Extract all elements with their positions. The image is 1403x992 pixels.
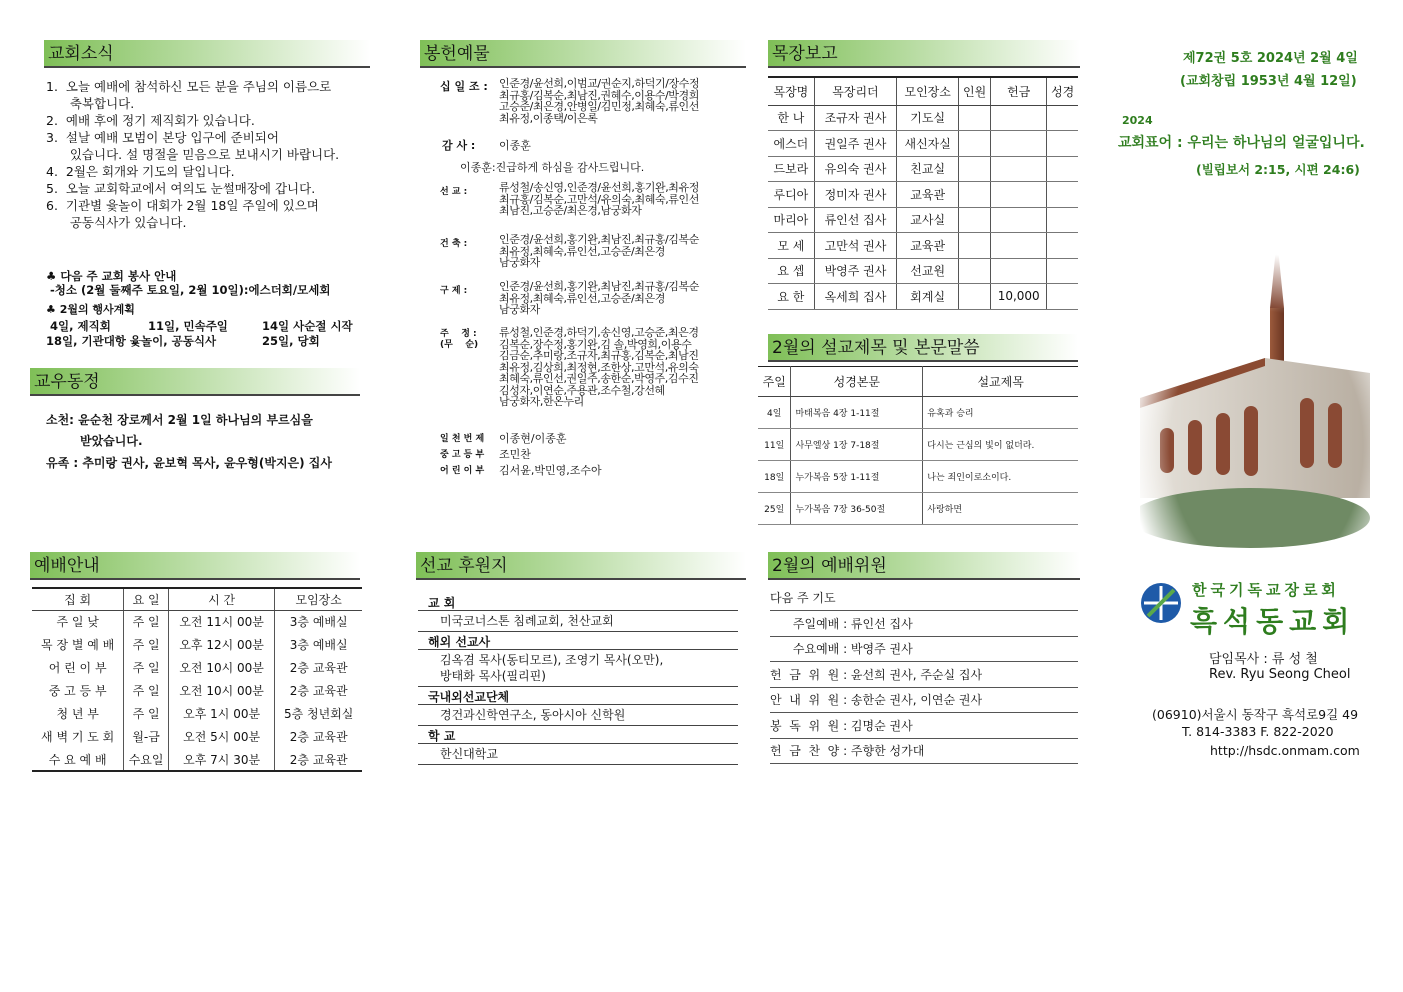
- table-cell: 오전 5시 00분: [168, 725, 275, 748]
- table-cell: 류인선 집사: [814, 207, 896, 233]
- news-item: 4. 2월은 회개와 기도의 달입니다.: [46, 164, 235, 179]
- mission-group-body: 경건과신학연구소, 동아시아 신학원: [440, 708, 626, 722]
- table-cell: 2층 교육관: [275, 656, 362, 679]
- offering-name-line: 남궁화자,한온누리: [499, 395, 584, 408]
- table-row: [758, 461, 1078, 493]
- table-row: [768, 131, 1078, 157]
- table-header: 주일: [758, 367, 791, 397]
- thanks-name: 이종훈: [499, 139, 531, 152]
- offering-name-line: 최규홍/김복순,고만석/유의숙,최혜숙,류인선: [499, 192, 699, 206]
- table-cell: 선교원: [897, 258, 959, 284]
- offering-name-line: 최남진,고승준/최은경,남궁화자: [499, 204, 642, 217]
- offering-name-line: 남궁화자: [499, 303, 540, 316]
- table-header: 성경: [1047, 77, 1078, 105]
- table-cell: 오전 10시 00분: [168, 656, 275, 679]
- news-item: 축복합니다.: [46, 96, 135, 111]
- report-table: [768, 76, 1078, 310]
- motto-reference: (빌립보서 2:15, 시편 24:6): [1196, 162, 1360, 177]
- sub-offering-value: 조민찬: [499, 448, 531, 461]
- duty-row: 헌 금 위 원 : 윤선희 권사, 주순실 집사: [770, 663, 1078, 688]
- offering-name-line: 김금순,추미랑,조규자,최규홍,김복순,최남진: [499, 349, 699, 362]
- table-row: [32, 725, 362, 748]
- table-cell: [1047, 258, 1078, 284]
- table-header: 시 간: [168, 588, 275, 610]
- table-cell: [990, 258, 1046, 284]
- event-item: 18일, 기관대항 윷놀이, 공동식사: [46, 334, 217, 348]
- offering-name-line: 고승준/최은경,안병일/김민정,최혜숙,류인선: [499, 100, 699, 113]
- table-cell: 월-금: [124, 725, 169, 748]
- table-cell: [1047, 207, 1078, 233]
- table-cell: [990, 131, 1046, 157]
- news-item: 2. 예배 후에 정기 제직회가 있습니다.: [46, 113, 255, 128]
- table-cell: [959, 258, 991, 284]
- sub-offering-value: 이종현/이종훈: [499, 432, 567, 445]
- worship-table: [32, 587, 362, 772]
- offering-name-line: 인준경/윤선희,홍기완,최남진,최규홍/김복순: [499, 280, 699, 293]
- table-row: [32, 679, 362, 702]
- table-cell: 루디아: [768, 182, 814, 208]
- table-cell: 5층 청년회실: [275, 702, 362, 725]
- table-cell: 주 일: [124, 610, 169, 633]
- table-cell: 4일: [758, 397, 791, 429]
- offering-name-line: 류성철/송신영,인준경/윤선희,홍기완,최유정: [499, 181, 699, 194]
- table-row: [32, 702, 362, 725]
- table-cell: 모 세: [768, 233, 814, 259]
- sub-offering-row: [440, 463, 602, 479]
- table-cell: 사랑하면: [923, 493, 1078, 525]
- table-cell: 오전 10시 00분: [168, 679, 275, 702]
- table-cell: 3층 예배실: [275, 633, 362, 656]
- table-header: 성경본문: [791, 367, 923, 397]
- issue-line: 제72권 5호 2024년 2월 4일: [1183, 51, 1358, 66]
- mission-divider: [418, 764, 738, 765]
- table-cell: 주 일: [124, 656, 169, 679]
- table-cell: [959, 156, 991, 182]
- sermon-table: [758, 366, 1078, 525]
- table-cell: 에스더: [768, 131, 814, 157]
- sermon-title: 2월의 설교제목 및 본문말씀: [768, 334, 1078, 362]
- mission-divider: [418, 725, 738, 726]
- table-header: 모임장소: [275, 588, 362, 610]
- table-cell: [1047, 233, 1078, 259]
- table-cell: 사무엘상 1장 7-18절: [791, 429, 923, 461]
- homepage-link[interactable]: http://hsdc.onmam.com: [1210, 743, 1360, 758]
- duty-row: 주일예배 : 류인선 집사: [770, 612, 1078, 637]
- mission-group-head: 교 회: [418, 595, 738, 611]
- offering-name-line: 인준경/윤선희,홍기완,최남진,최규홍/김복순: [499, 233, 699, 246]
- table-cell: [990, 105, 1046, 131]
- mission-group-head: 학 교: [418, 728, 738, 744]
- table-cell: 주 일: [124, 679, 169, 702]
- fellowship-title: 교우동정: [30, 368, 360, 396]
- table-row: [32, 656, 362, 679]
- table-row: [768, 156, 1078, 182]
- table-cell: 마리아: [768, 207, 814, 233]
- news-title: 교회소식: [44, 40, 370, 68]
- table-row: [768, 258, 1078, 284]
- table-header: 헌금: [990, 77, 1046, 105]
- table-cell: 청 년 부: [56, 707, 99, 721]
- table-cell: 수요일: [124, 748, 169, 771]
- weekly-label: 주 정 : (무 순): [440, 329, 479, 350]
- table-cell: 오후 7시 30분: [168, 748, 275, 771]
- news-item: 공동식사가 있습니다.: [46, 215, 187, 230]
- table-cell: 박영주 권사: [814, 258, 896, 284]
- table-cell: 새신자실: [897, 131, 959, 157]
- table-cell: 기도실: [897, 105, 959, 131]
- building-names: [499, 234, 699, 269]
- offering-name-line: 최규홍/김복순,최남진,권혜수,이용수/박경희: [499, 88, 699, 102]
- table-cell: 친교실: [897, 156, 959, 182]
- table-row: [768, 284, 1078, 310]
- table-cell: [959, 182, 991, 208]
- table-cell: 누가복음 5장 1-11절: [791, 461, 923, 493]
- table-cell: 오전 11시 00분: [168, 610, 275, 633]
- sub-offering-label: 어 린 이 부: [440, 466, 485, 476]
- church-name: 흑석동교회: [1190, 605, 1356, 638]
- table-cell: [1047, 182, 1078, 208]
- table-cell: 교사실: [897, 207, 959, 233]
- pastor-name-en: Rev. Ryu Seong Cheol: [1209, 667, 1351, 682]
- mission-group-body: 미국코너스톤 침례교회, 천산교회: [440, 614, 614, 628]
- table-cell: 마태복음 4장 1-11절: [791, 397, 923, 429]
- offering-name-line: 최유정,최혜숙,류인선,고승준/최은경: [499, 291, 665, 305]
- news-list: [46, 78, 376, 231]
- founded-line: (교회창립 1953년 4월 12일): [1180, 74, 1357, 89]
- event-item: 14일 사순절 시작: [262, 319, 353, 333]
- tithe-names: [499, 78, 699, 124]
- weekly-names: [499, 327, 699, 408]
- church-building-image: [1140, 238, 1370, 558]
- table-cell: [990, 156, 1046, 182]
- table-cell: 한 나: [768, 105, 814, 131]
- table-header: 설교제목: [923, 367, 1078, 397]
- table-row: [32, 748, 362, 771]
- thanks-label: 감 사 :: [442, 139, 476, 152]
- table-cell: 조규자 권사: [814, 105, 896, 131]
- table-header: 집 회: [32, 588, 124, 610]
- table-cell: [1047, 105, 1078, 131]
- news-item: 있습니다. 설 명절을 믿음으로 보내시기 바랍니다.: [46, 147, 340, 162]
- table-cell: 어 린 이 부: [48, 661, 107, 675]
- table-cell: 3층 예배실: [275, 610, 362, 633]
- sub-offering-value: 김서윤,박민영,조수아: [499, 464, 602, 477]
- table-cell: 교육관: [897, 182, 959, 208]
- sub-offering-label: 일 천 번 제: [440, 434, 485, 444]
- table-cell: [990, 207, 1046, 233]
- church-logo-icon: [1140, 582, 1182, 624]
- mission-group-body: 김옥겸 목사(동티모르), 조영기 목사(오만),: [440, 653, 664, 667]
- table-cell: 주 일: [124, 702, 169, 725]
- offering-name-line: 최혜숙,류인선,권일주,송한순,박영주,김수진: [499, 372, 699, 385]
- table-cell: 중 고 등 부: [48, 684, 107, 698]
- pastor-name: 담임목사 : 류 성 철: [1209, 652, 1318, 667]
- table-row: [32, 633, 362, 656]
- sub-offering-row: [440, 431, 602, 447]
- table-header: 목장명: [768, 77, 814, 105]
- service-line: -청소 (2월 둘째주 토요일, 2월 10일):에스더회/모세회: [50, 283, 331, 297]
- mission-group-head: 국내외선교단체: [418, 689, 738, 705]
- table-cell: 10,000: [990, 284, 1046, 310]
- address: (06910)서울시 동작구 흑석로9길 49: [1152, 707, 1359, 722]
- table-cell: 주 일 낮: [56, 615, 99, 630]
- table-cell: 나는 죄인이로소이다.: [923, 461, 1078, 493]
- motto: 교회표어 : 우리는 하나님의 얼굴입니다.: [1118, 135, 1365, 151]
- motto-year: 2024: [1122, 114, 1153, 127]
- table-row: [32, 610, 362, 633]
- offering-name-line: 최유정,김상희,최정현,조한상,고만석,유의숙: [499, 360, 699, 374]
- table-cell: 11일: [758, 429, 791, 461]
- table-row: [758, 493, 1078, 525]
- table-cell: 목 장 별 예 배: [41, 638, 115, 652]
- table-cell: [1047, 131, 1078, 157]
- duty-row: 수요예배 : 박영주 권사: [770, 637, 1078, 662]
- table-cell: 유혹과 승리: [923, 397, 1078, 429]
- table-cell: 정미자 권사: [814, 182, 896, 208]
- table-cell: 18일: [758, 461, 791, 493]
- table-cell: [990, 233, 1046, 259]
- table-header: 인원: [959, 77, 991, 105]
- sub-offering-row: [440, 447, 602, 463]
- building-label: 건 축 :: [440, 239, 468, 249]
- table-cell: 누가복음 7장 36-50절: [791, 493, 923, 525]
- denomination: 한국기독교장로회: [1192, 581, 1340, 599]
- table-cell: [1047, 284, 1078, 310]
- table-row: [758, 397, 1078, 429]
- offering-name-line: 인준경/윤선희,이범교/권순지,하덕기/장수정: [499, 77, 700, 90]
- table-cell: [959, 131, 991, 157]
- mission-group-body: 방태화 목사(필리핀): [440, 669, 546, 683]
- report-title: 목장보고: [768, 40, 1080, 68]
- offering-name-line: 류성철,인준경,하덕기,송신영,고승준,최은경: [499, 326, 699, 339]
- table-cell: 권일주 권사: [814, 131, 896, 157]
- table-cell: 요 셉: [768, 258, 814, 284]
- table-cell: 2층 교육관: [275, 748, 362, 771]
- service-title: ♣ 다음 주 교회 봉사 안내: [46, 269, 177, 283]
- table-cell: 드보라: [768, 156, 814, 182]
- table-header: 모인장소: [897, 77, 959, 105]
- table-cell: 오후 1시 00분: [168, 702, 275, 725]
- news-item: 5. 오늘 교회학교에서 여의도 눈썰매장에 갑니다.: [46, 181, 316, 196]
- news-item: 3. 설날 예배 모범이 본당 입구에 준비되어: [46, 130, 279, 145]
- table-cell: 오후 12시 00분: [168, 633, 275, 656]
- table-cell: 회계실: [897, 284, 959, 310]
- event-item: 25일, 당회: [262, 334, 320, 348]
- mission-group-head: 해외 선교사: [418, 634, 738, 650]
- tithe-label: 십 일 조 :: [440, 80, 488, 93]
- offering-name-line: 김복순,장수정,홍기완,김 솔,박영희,이용수: [499, 337, 692, 351]
- table-cell: 주 일: [124, 633, 169, 656]
- phone: T. 814-3383 F. 822-2020: [1182, 724, 1334, 739]
- table-header: 목장리더: [814, 77, 896, 105]
- mission-group-body: 한신대학교: [440, 747, 498, 761]
- table-row: [768, 233, 1078, 259]
- table-row: [758, 429, 1078, 461]
- mission-divider: [418, 631, 738, 632]
- offering-name-line: 김성자,이연순,주용관,조수철,강선혜: [499, 383, 665, 397]
- news-item: 1. 오늘 예배에 참석하신 모든 분을 주님의 이름으로: [46, 79, 332, 94]
- mission-label: 선 교 :: [440, 187, 468, 197]
- worship-title: 예배안내: [30, 552, 360, 580]
- thanks-note: 이종훈:진급하게 하심을 감사드립니다.: [460, 161, 645, 174]
- offering-name-line: 남궁화자: [499, 256, 540, 269]
- table-row: [768, 105, 1078, 131]
- sub-offerings: [440, 431, 602, 479]
- offering-name-line: 최유정,이종택/이은록: [499, 111, 598, 125]
- missions-title: 선교 후원지: [416, 552, 746, 580]
- offering-name-line: 최유정,최혜숙,류인선,고승준/최은경: [499, 244, 665, 258]
- table-cell: [959, 284, 991, 310]
- relief-label: 구 제 :: [440, 286, 468, 296]
- duty-row: 안 내 위 원 : 송한순 권사, 이연순 권사: [770, 688, 1078, 713]
- table-cell: [990, 182, 1046, 208]
- duty-row: 봉 독 위 원 : 김명순 권사: [770, 714, 1078, 739]
- table-cell: 2층 교육관: [275, 679, 362, 702]
- table-cell: [959, 207, 991, 233]
- table-cell: 고만석 권사: [814, 233, 896, 259]
- table-cell: 요 한: [768, 284, 814, 310]
- fellowship-line: 유족 : 추미랑 권사, 윤보혁 목사, 윤우형(박지은) 집사: [46, 456, 332, 470]
- table-cell: [959, 105, 991, 131]
- table-cell: 다시는 근심의 빛이 없더라.: [923, 429, 1078, 461]
- fellowship-line: 소천: 윤순천 장로께서 2월 1일 하나님의 부르심을: [46, 413, 313, 427]
- relief-names: [499, 281, 699, 316]
- table-cell: [1047, 156, 1078, 182]
- duties-title: 2월의 예배위원: [768, 552, 1080, 580]
- mission-names: [499, 182, 699, 217]
- table-header: 요 일: [124, 588, 169, 610]
- duty-row: 다음 주 기도: [770, 586, 1078, 611]
- table-cell: 2층 교육관: [275, 725, 362, 748]
- table-cell: 교육관: [897, 233, 959, 259]
- table-cell: 25일: [758, 493, 791, 525]
- events-title: ♣ 2월의 행사계획: [46, 303, 135, 316]
- table-row: [768, 182, 1078, 208]
- duty-row: 헌 금 찬 양 : 주향한 성가대: [770, 739, 1078, 764]
- sub-offering-label: 중 고 등 부: [440, 450, 485, 460]
- mission-divider: [418, 686, 738, 687]
- news-item: 6. 기관별 윷놀이 대회가 2월 18일 주일에 있으며: [46, 198, 319, 213]
- event-item: 4일, 제직회: [50, 319, 111, 333]
- offering-title: 봉헌예물: [420, 40, 746, 68]
- table-cell: 새 벽 기 도 회: [41, 730, 115, 744]
- table-cell: 유의숙 권사: [814, 156, 896, 182]
- event-item: 11일, 민속주일: [148, 319, 228, 333]
- table-cell: [959, 233, 991, 259]
- table-row: [768, 207, 1078, 233]
- table-cell: 수 요 예 배: [48, 752, 107, 767]
- fellowship-line: 받았습니다.: [80, 434, 143, 448]
- table-cell: 옥세희 집사: [814, 284, 896, 310]
